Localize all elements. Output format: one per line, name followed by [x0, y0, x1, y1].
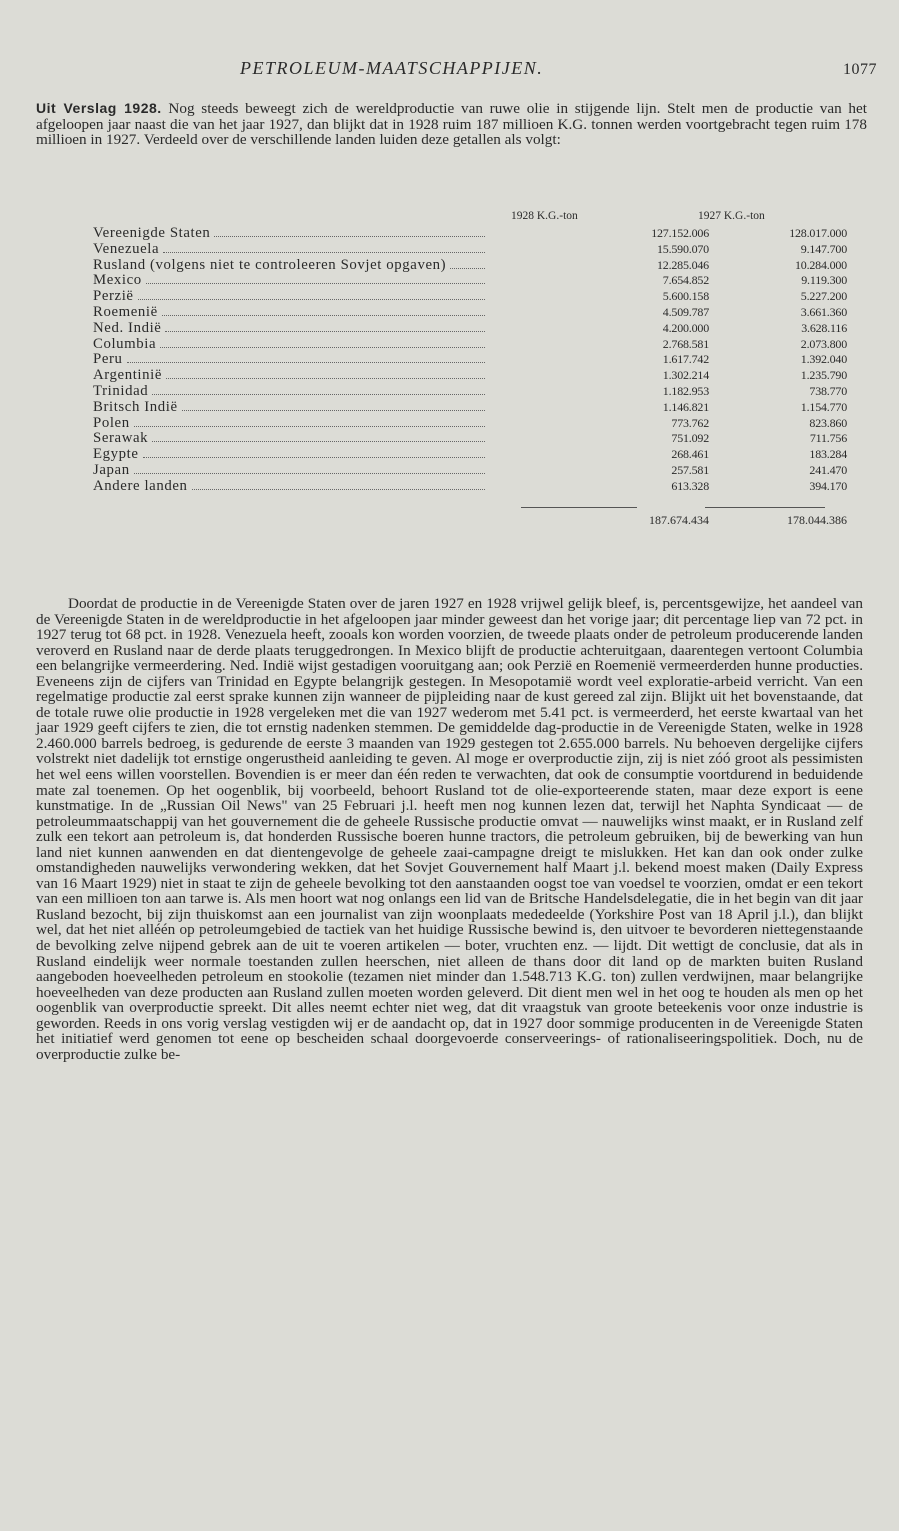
table-row [93, 463, 853, 479]
country-name: Perzië [93, 288, 134, 305]
table-body [93, 226, 853, 495]
leader-dots [166, 378, 485, 379]
country-name: Columbia [93, 335, 157, 352]
country-name: Japan [93, 461, 130, 478]
value-1928: 7.654.852 [662, 273, 709, 288]
col-header-1927: 1927 K.G.-ton [698, 210, 765, 222]
country-name: Andere landen [93, 477, 188, 494]
table-row [93, 479, 853, 495]
value-1928: 751.092 [671, 431, 709, 446]
total-1928: 187.674.434 [649, 512, 709, 527]
country-name: Trinidad [93, 382, 149, 399]
leader-dots [152, 394, 485, 395]
value-1927: 711.756 [809, 431, 847, 446]
table-row [93, 352, 853, 368]
value-1927: 10.284.000 [794, 257, 847, 272]
table-row [93, 416, 853, 432]
value-1927: 1.235.790 [800, 368, 847, 383]
country-name: Ned. Indië [93, 319, 162, 336]
value-1927: 3.661.360 [800, 304, 847, 319]
country-name: Venezuela [93, 240, 160, 257]
table-row [93, 447, 853, 463]
leader-dots [134, 426, 485, 427]
leader-dots [152, 441, 485, 442]
table-row [93, 305, 853, 321]
value-1928: 4.200.000 [662, 320, 709, 335]
leader-dots [162, 315, 485, 316]
total-1927: 178.044.386 [787, 512, 847, 527]
value-1927: 738.770 [809, 383, 847, 398]
value-1928: 1.617.742 [662, 352, 709, 367]
value-1927: 241.470 [809, 462, 847, 477]
value-1928: 1.302.214 [662, 368, 709, 383]
value-1928: 773.762 [671, 415, 709, 430]
table-totals [93, 507, 853, 525]
intro-paragraph [36, 101, 867, 148]
table-header [93, 210, 853, 226]
value-1927: 128.017.000 [789, 226, 847, 240]
col-header-1928: 1928 K.G.-ton [511, 210, 578, 222]
value-1927: 5.227.200 [800, 289, 847, 304]
table-row [93, 289, 853, 305]
country-name: Vereenigde Staten [93, 225, 211, 241]
country-name: Argentinië [93, 367, 163, 384]
value-1927: 9.119.300 [801, 273, 847, 288]
country-name: Peru [93, 351, 123, 368]
country-name: Egypte [93, 446, 139, 463]
value-1928: 1.146.821 [662, 399, 709, 414]
leader-dots [450, 268, 485, 269]
leader-dots [146, 283, 485, 284]
value-1928: 15.590.070 [656, 241, 709, 256]
table-row [93, 258, 853, 274]
country-name: Polen [93, 414, 130, 431]
intro-text: Nog steeds beweegt zich de wereldproductie van ruwe olie in stijgende lijn. Stelt men de productie van het afgeloopen jaar naast die van het jaar 1927, dan blijkt dat in 1928 ruim 187 millioen K.G. tonnen werden voortgebracht tegen ruim 178 millioen in 1927. Verdeeld over de verschillende landen luiden deze getallen als volgt: [36, 100, 867, 148]
value-1928: 257.581 [671, 462, 709, 477]
value-1928: 1.182.953 [662, 383, 709, 398]
value-1928: 12.285.046 [656, 257, 709, 272]
value-1928: 127.152.006 [651, 226, 709, 240]
leader-dots [127, 362, 485, 363]
country-name: Mexico [93, 272, 142, 289]
value-1928: 2.768.581 [662, 336, 709, 351]
leader-dots [134, 473, 485, 474]
value-1927: 9.147.700 [800, 241, 847, 256]
value-1927: 2.073.800 [800, 336, 847, 351]
value-1927: 1.392.040 [800, 352, 847, 367]
leader-dots [138, 299, 485, 300]
leader-dots [182, 410, 485, 411]
total-rule-1927 [705, 507, 825, 508]
country-name: Roemenië [93, 303, 158, 320]
table-row [93, 273, 853, 289]
table-row [93, 321, 853, 337]
leader-dots [165, 331, 485, 332]
table-row [93, 242, 853, 258]
value-1927: 183.284 [809, 447, 847, 462]
production-table [93, 210, 853, 525]
table-row [93, 226, 853, 242]
leader-dots [192, 489, 485, 490]
country-name: Serawak [93, 430, 149, 447]
value-1927: 823.860 [809, 415, 847, 430]
value-1928: 268.461 [671, 447, 709, 462]
page-header [240, 58, 877, 79]
table-row [93, 337, 853, 353]
value-1928: 613.328 [671, 478, 709, 493]
country-name: Britsch Indië [93, 398, 178, 415]
table-row [93, 384, 853, 400]
leader-dots [143, 457, 485, 458]
leader-dots [163, 252, 485, 253]
leader-dots [160, 347, 485, 348]
value-1927: 394.170 [809, 478, 847, 493]
country-name: Rusland (volgens niet te controleeren Sovjet opgaven) [93, 256, 447, 273]
running-title: PETROLEUM-MAATSCHAPPIJEN. [240, 58, 544, 78]
table-row [93, 400, 853, 416]
page-number: 1077 [843, 61, 877, 78]
table-row [93, 368, 853, 384]
value-1928: 5.600.158 [662, 289, 709, 304]
value-1927: 1.154.770 [800, 399, 847, 414]
body-paragraph: Doordat de productie in de Vereenigde Staten over de jaren 1927 en 1928 vrijwel gelijk bleef, is, percentsgewijze, het aandeel van de Vereenigde Staten in de wereldproductie in het afgeloopen jaar minder geweest dan het vorige jaar; dit percentage liep van 72 pct. in 1927 terug tot 68 pct. in 1928. Venezuela heeft, zooals kon worden voorzien, de tweede plaats onder de petroleum producerende landen veroverd en Rusland naar de derde plaats teruggedrongen. In Mexico blijft de productie achteruitgaan, daarentegen vertoont Columbia een belangrijke vermeerdering. Ned. Indië wijst gestadigen vooruitgang aan; ook Perzië en Roemenië vermeerderden hunne producties. Eveneens zijn de cijfers van Trinidad en Egypte belangrijk gestegen. In Mesopotamië wordt veel exploratie-arbeid verricht. Van een regelmatige productie zal eerst sprake kunnen zijn wanneer de pijpleiding naar de kust gereed zal zijn. Blijkt uit het bovenstaande, dat de totale ruwe olie productie in 1928 vergeleken met die van 1927 wederom met 5.41 pct. is vermeerderd, het eerste kwartaal van het jaar 1929 geeft cijfers te zien, die tot ernstig nadenken stemmen. De gemiddelde dag-productie in de Vereenigde Staten, welke in 1928 2.460.000 barrels bedroeg, is gedurende de eerste 3 maanden van 1929 gestegen tot 2.655.000 barrels. Nu behoeven dergelijke cijfers volstrekt niet dadelijk tot ernstige ongerustheid aanleiding te geven. Al moge er overproductie zijn, zij is niet zóó groot als pessimisten het wel eens willen voorstellen. Bovendien is er meer dan één reden te verwachten, dat ook de consumptie voortdurend in beduidende mate zal toenemen. Op het oogenblik, bij voorbeeld, behoort Rusland tot de olie-exporteerende staten, maar deze export is eene kunstmatige. In de „Russian Oil News" van 25 Februari j.l. heeft men nog kunnen lezen dat, terwijl het Naphta Syndicaat — de petroleummaatschappij van het gouvernement die de geheele Russische productie omvat — nauwelijks winst maakt, er in Rusland zelf zulk een tekort aan petroleum is, dat honderden Russische boeren hunne tractors, die petroleum gebruiken, bij de bewerking van hun land niet kunnen aanwenden en dat dientengevolge de geheele zaai-campagne dreigt te mislukken. Het kan dan ook onder zulke omstandigheden nauwelijks verwondering wekken, dat het Sovjet Gouvernement half Maart j.l. bekend moest maken (Daily Express van 16 Maart 1929) niet in staat te zijn de geheele bevolking tot den aanstaanden oogst toe van voedsel te voorzien, omdat er een tekort van een millioen ton aan tarwe is. Als men hoort wat nog onlangs een lid van de Britsche Handelsdelegatie, die in het begin van dit jaar Rusland bezocht, bij zijn thuiskomst aan een journalist van zijn woonplaats mededeelde (Yorkshire Post van 18 April j.l.), dan blijkt wel, dat het niet alléén op petroleumgebied de tactiek van het huidige Russische bewind is, den uitvoer te bevorderen niettegenstaande de bevolking zelve nijpend gebrek aan de uit te voeren artikelen — boter, vruchten enz. — lijdt. Dit wettigt de conclusie, dat als in Rusland eindelijk weer normale toestanden zullen heerschen, niet alleen de thans door dit land op de markten buiten Rusland aangeboden hoeveelheden petroleum en stookolie (tezamen niet minder dan 1.548.713 K.G. ton) zullen verdwijnen, maar belangrijke hoeveelheden van deze producten aan Rusland zullen moeten worden geleverd. Dit dient men wel in het oog te houden als men op het oogenblik van overproductie spreekt. Dit alles neemt echter niet weg, dat dit vraagstuk van groote beteekenis voor onze industrie is geworden. Reeds in ons vorig verslag vestigden wij er de aandacht op, dat in 1927 door sommige producenten in de Vereenigde Staten het initiatief werd genomen tot eene op bescheiden schaal doorgevoerde conserveerings- of rationaliseeringspolitiek. Doch, nu de overproductie zulke be- [36, 595, 863, 1063]
leader-dots [214, 236, 485, 237]
total-rule-1928 [521, 507, 637, 508]
section-lead: Uit Verslag 1928. [36, 100, 162, 116]
value-1927: 3.628.116 [801, 320, 847, 335]
value-1928: 4.509.787 [662, 304, 709, 319]
table-row [93, 431, 853, 447]
